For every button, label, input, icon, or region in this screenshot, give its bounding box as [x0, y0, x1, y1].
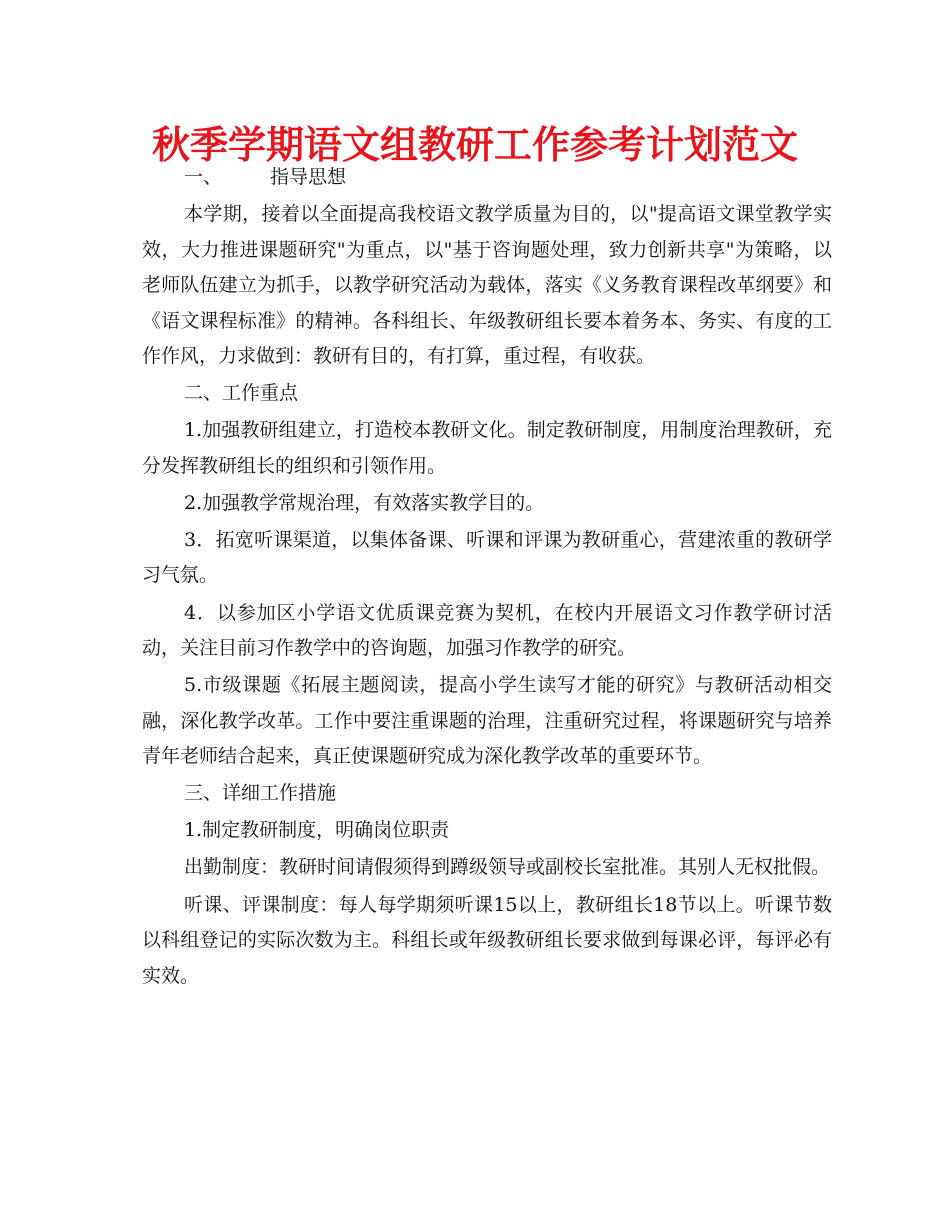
work-focus-item-2: 2.加强教学常规治理，有效落实教学目的。 [184, 491, 545, 514]
section-1-heading [142, 160, 832, 196]
document-body [142, 160, 832, 996]
section-1-title: 指导思想 [270, 166, 347, 188]
work-focus-item-4: 4．以参加区小学语文优质课竞赛为契机，在校内开展语文习作教学研讨活动，关注目前习作教学中的咨询题，加强习作教学的研究。 [142, 601, 832, 660]
attendance-rule-paragraph: 出勤制度：教研时间请假须得到蹲级领导或副校长室批准。其别人无权批假。 [184, 856, 831, 879]
lecture-rule-paragraph: 听课、评课制度：每人每学期须听课15以上，教研组长18节以上。听课节数以科组登记的实际次数为主。科组长或年级教研组长要求做到每课必评，每评必有实效。 [142, 893, 832, 987]
section-3-heading: 三、详细工作措施 [184, 782, 337, 805]
measure-subheading: 1.制定教研制度，明确岗位职责 [184, 819, 450, 842]
section-2-heading: 二、工作重点 [184, 382, 299, 405]
guiding-thought-paragraph: 本学期，接着以全面提高我校语文教学质量为目的，以"提高语文课堂教学实效，大力推进课题研究"为重点，以"基于咨询题处理，致力创新共享"为策略，以老师队伍建立为抓手，以教学研究活动为载体，落实《义务教育课程改革纲要》和《语文课程标准》的精神。各科组长、年级教研组长要本着务本、务实、有度的工作作风，力求做到：教研有目的，有打算，重过程，有收获。 [142, 203, 832, 368]
section-1-number: 一、 [184, 166, 223, 188]
document-title: 秋季学期语文组教研工作参考计划范文 [151, 123, 798, 167]
work-focus-item-3: 3．拓宽听课渠道，以集体备课、听课和评课为教研重心，营建浓重的教研学习气氛。 [142, 528, 832, 587]
work-focus-item-5: 5.市级课题《拓展主题阅读，提高小学生读写才能的研究》与教研活动相交融，深化教学改革。工作中要注重课题的治理，注重研究过程，将课题研究与培养青年老师结合起来，真正使课题研究成为深化教学改革的重要环节。 [142, 674, 832, 768]
work-focus-item-1: 1.加强教研组建立，打造校本教研文化。制定教研制度，用制度治理教研，充分发挥教研组长的组织和引领作用。 [142, 419, 832, 477]
